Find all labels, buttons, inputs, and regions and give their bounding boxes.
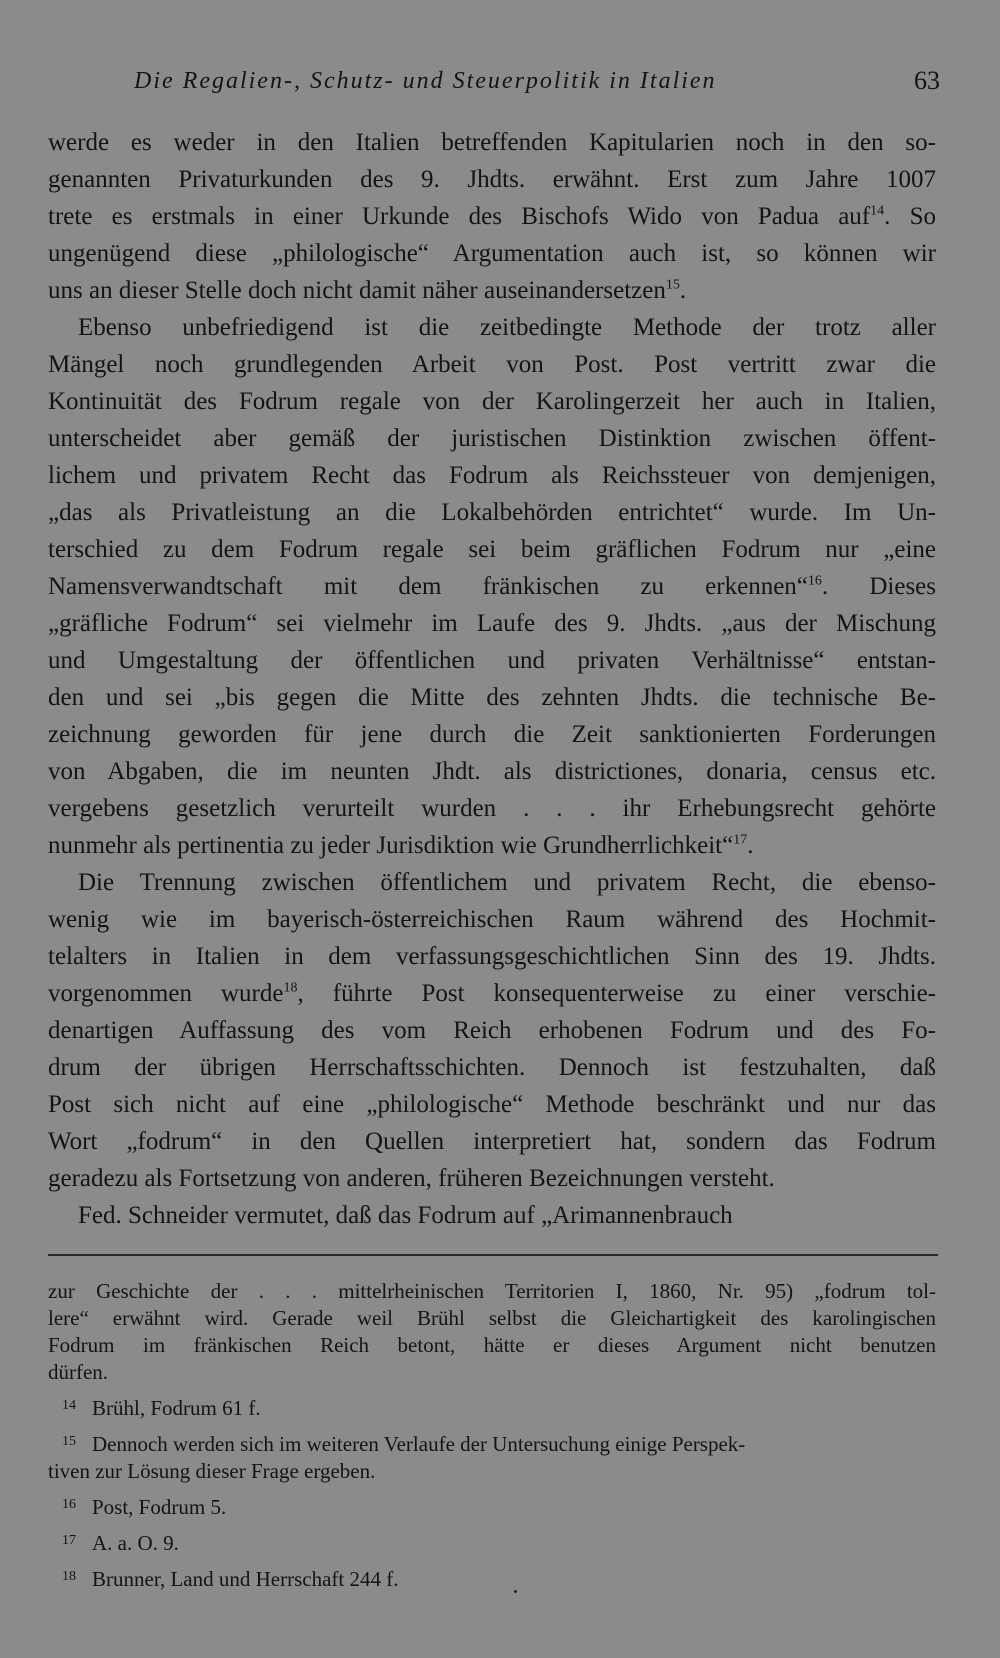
footnote-number: 14 (62, 1398, 76, 1413)
footnote-15-continuation: tiven zur Lösung dieser Frage ergeben. (48, 1459, 376, 1483)
text-line: Namensverwandtschaft mit dem fränkischen zu erkennen“$^{16}$. Dieses (48, 573, 936, 600)
footnote-text: A. a. O. 9. (92, 1531, 179, 1555)
footnotes (48, 1278, 936, 1593)
footnote-16 (48, 1491, 936, 1521)
text-line: geradezu als Fortsetzung von anderen, früheren Bezeichnungen versteht. (48, 1165, 775, 1192)
text-line: Fed. Schneider vermutet, daß das Fodrum auf „Arimannenbrauch (78, 1202, 733, 1229)
footnote-number: 16 (62, 1497, 76, 1512)
text-line: „das als Privatleistung an die Lokalbehörden entrichtet“ wurde. Im Un- (48, 499, 936, 526)
footnote-number: 18 (62, 1569, 76, 1584)
footnote-ref: 14 (870, 203, 885, 219)
running-title: Die Regalien-, Schutz- und Steuerpolitik in Italien (134, 68, 717, 94)
footnote-ref: 18 (283, 980, 298, 996)
footnote-text: Brunner, Land und Herrschaft 244 f. (92, 1567, 399, 1591)
text-line: Die Trennung zwischen öffentlichem und privatem Recht, die ebenso- (78, 869, 936, 896)
footnote-ref: 15 (665, 277, 680, 293)
text-line: Post sich nicht auf eine „philologische“ Methode beschränkt und nur das (48, 1091, 936, 1118)
footnote-17 (48, 1527, 936, 1557)
text-line: ungenügend diese „philologische“ Argumentation auch ist, so können wir (48, 240, 936, 267)
text-line: telalters in Italien in dem verfassungsgeschichtlichen Sinn des 19. Jhdts. (48, 943, 936, 970)
footnote-divider (48, 1254, 938, 1256)
text-line: denartigen Auffassung des vom Reich erhobenen Fodrum und des Fo- (48, 1017, 936, 1044)
footnote-continuation-line: dürfen. (48, 1360, 109, 1384)
footnote-text: Dennoch werden sich im weiteren Verlaufe der Untersuchung einige Perspek- (92, 1432, 746, 1456)
text-line: „gräfliche Fodrum“ sei vielmehr im Laufe des 9. Jhdts. „aus der Mischung (48, 610, 936, 637)
text-line: uns an dieser Stelle doch nicht damit näher auseinandersetzen$^{15}$. (48, 277, 687, 304)
text-line: vergebens gesetzlich verurteilt wurden . . . ihr Erhebungsrecht gehörte (48, 795, 936, 822)
text-line: Wort „fodrum“ in den Quellen interpretiert hat, sondern das Fodrum (48, 1128, 936, 1155)
footnote-number: 17 (62, 1533, 76, 1548)
page-number: 63 (914, 66, 940, 95)
footnote-ref: 17 (733, 832, 748, 848)
text-line: von Abgaben, die im neunten Jhdt. als districtiones, donaria, census etc. (48, 758, 936, 785)
footnote-number: 15 (62, 1434, 76, 1449)
footnote-18 (48, 1563, 936, 1593)
text-line: terschied zu dem Fodrum regale sei beim gräflichen Fodrum nur „eine (48, 536, 936, 563)
text-line: zeichnung geworden für jene durch die Zeit sanktionierten Forderungen (48, 721, 936, 748)
text-line: unterscheidet aber gemäß der juristischen Distinktion zwischen öffent- (48, 425, 936, 452)
footnote-continuation-line: lere“ erwähnt wird. Gerade weil Brühl selbst die Gleichartigkeit des karolingischen (48, 1306, 936, 1330)
text-line: drum der übrigen Herrschaftsschichten. Dennoch ist festzuhalten, daß (48, 1054, 936, 1081)
footnote-ref: 16 (807, 573, 822, 589)
footnote-continuation-line: Fodrum im fränkischen Reich betont, hätte er dieses Argument nicht benutzen (48, 1333, 936, 1357)
footnote-text: Brühl, Fodrum 61 f. (92, 1396, 261, 1420)
footnote-continuation-line: zur Geschichte der . . . mittelrheinischen Territorien I, 1860, Nr. 95) „fodrum tol- (48, 1279, 936, 1303)
main-text (48, 124, 936, 1234)
text-line: genannten Privaturkunden des 9. Jhdts. erwähnt. Erst zum Jahre 1007 (48, 166, 936, 193)
text-line: und Umgestaltung der öffentlichen und privaten Verhältnisse“ entstan- (48, 647, 936, 674)
text-line: Mängel noch grundlegenden Arbeit von Post. Post vertritt zwar die (48, 351, 936, 378)
footnote-text: Post, Fodrum 5. (92, 1495, 227, 1519)
text-line: vorgenommen wurde$^{18}$, führte Post konsequenterweise zu einer verschie- (48, 980, 936, 1007)
text-line: den und sei „bis gegen die Mitte des zehnten Jhdts. die technische Be- (48, 684, 936, 711)
text-line: lichem und privatem Recht das Fodrum als Reichssteuer von demjenigen, (48, 462, 936, 489)
text-line: werde es weder in den Italien betreffenden Kapitularien noch in den so- (48, 129, 936, 156)
running-header (130, 60, 940, 110)
text-line: Ebenso unbefriedigend ist die zeitbedingte Methode der trotz aller (78, 314, 936, 341)
stray-mark (514, 1590, 517, 1593)
text-line: wenig wie im bayerisch-österreichischen Raum während des Hochmit- (48, 906, 936, 933)
footnote-14 (48, 1392, 936, 1422)
text-line: nunmehr als pertinentia zu jeder Jurisdiktion wie Grundherrlichkeit“$^{17}$. (48, 832, 754, 859)
text-line: Kontinuität des Fodrum regale von der Karolingerzeit her auch in Italien, (48, 388, 936, 415)
text-line: trete es erstmals in einer Urkunde des Bischofs Wido von Padua auf$^{14}$. So (48, 203, 936, 230)
footnote-15 (48, 1428, 936, 1458)
